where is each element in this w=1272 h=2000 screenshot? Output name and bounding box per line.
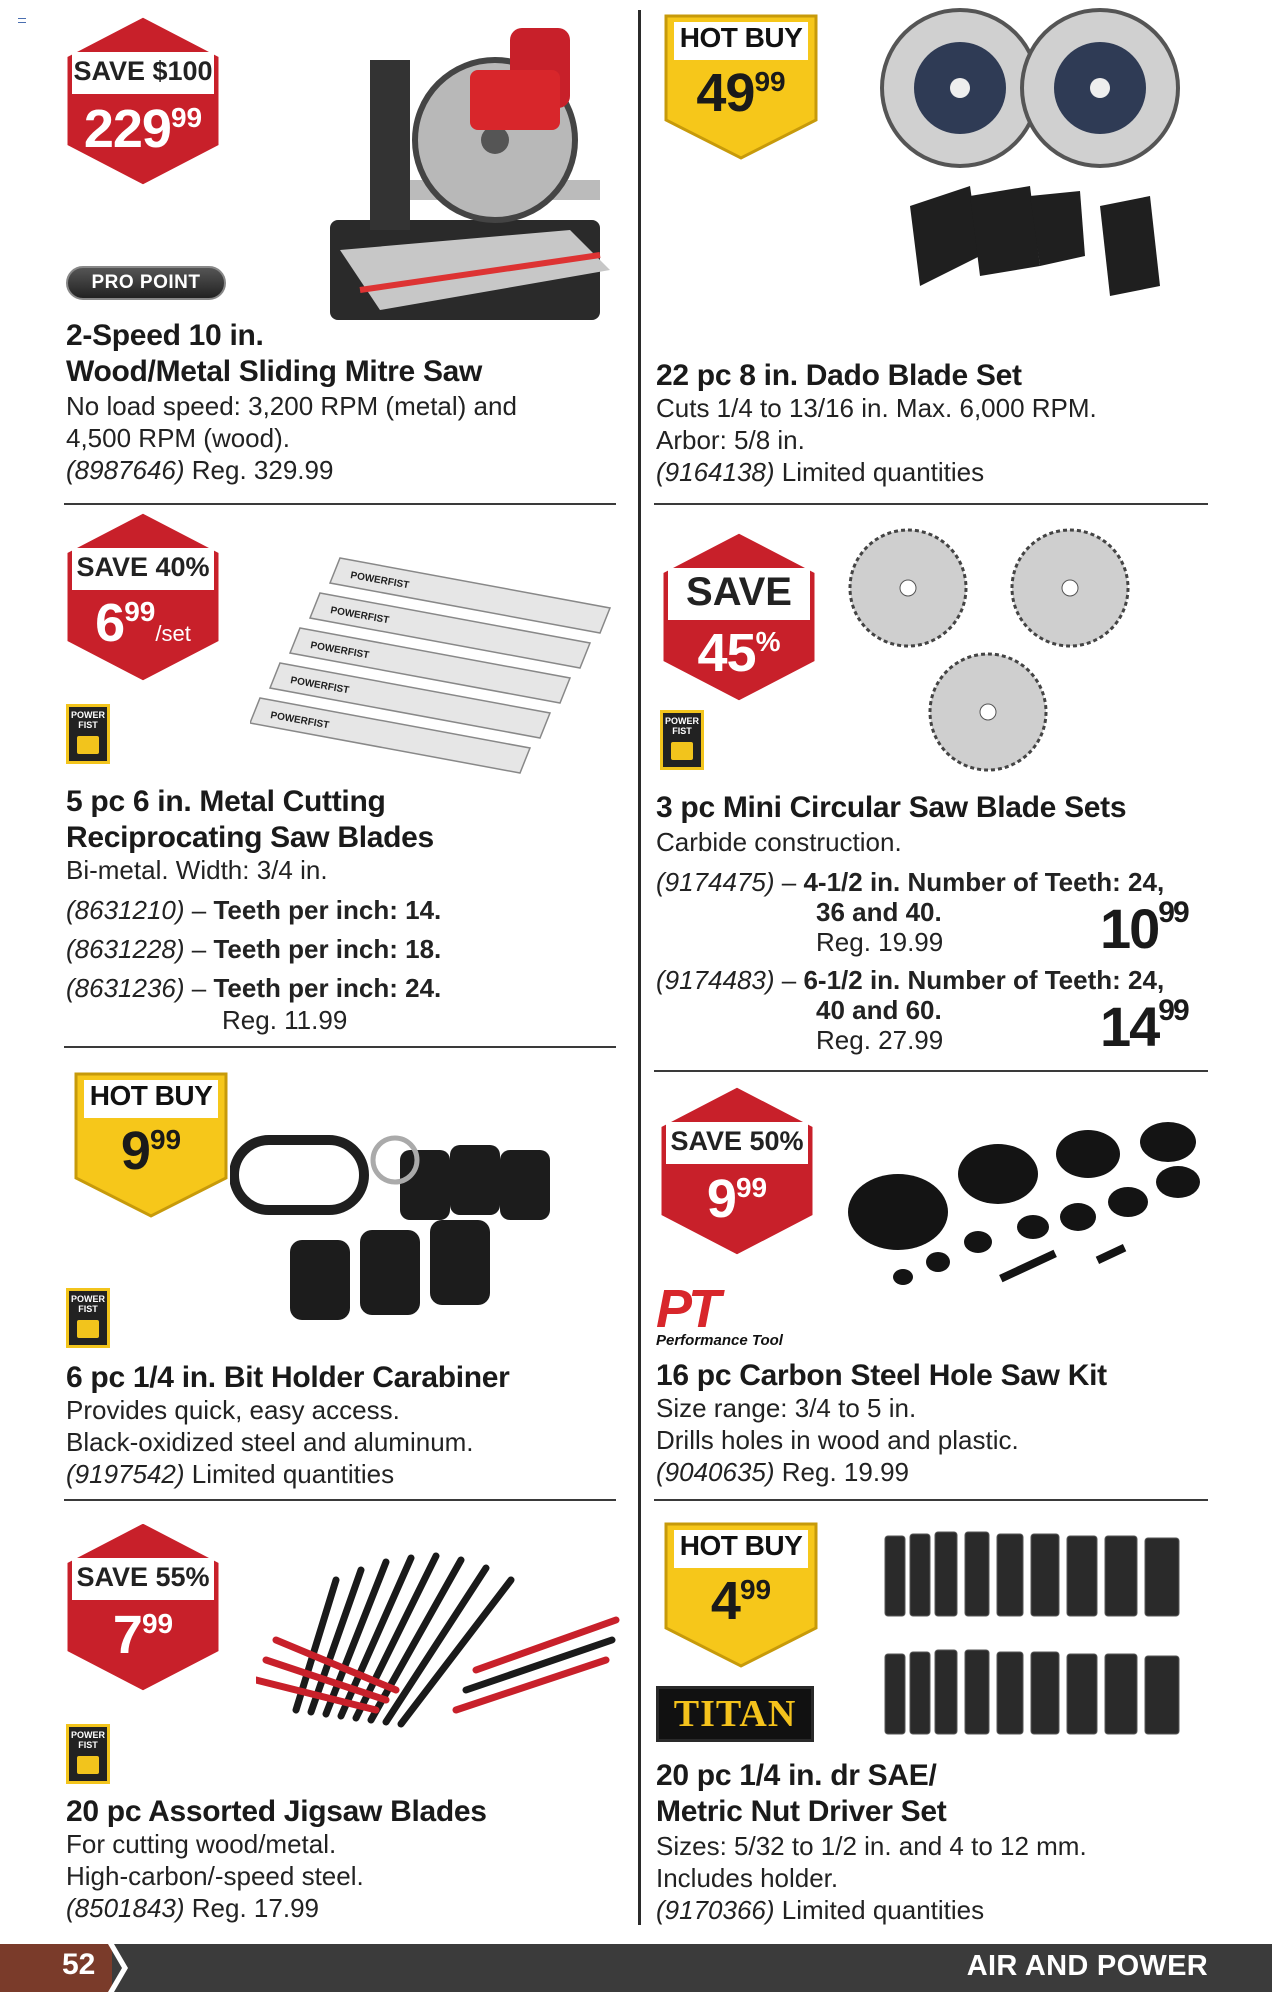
sale-badge: SAVE 50% 999 — [656, 1082, 818, 1260]
power-fist-logo: POWER FIST — [66, 1288, 110, 1348]
product-description: Cuts 1/4 to 13/16 in. Max. 6,000 RPM. Arbor: 5/8 in. (9164138) Limited quantities — [656, 393, 1097, 487]
pro-point-logo: PRO POINT — [66, 266, 226, 300]
hot-buy-badge: HOT BUY 4999 — [660, 12, 822, 162]
section-title: AIR AND POWER — [966, 1950, 1208, 1982]
sale-badge: SAVE 45% — [658, 528, 820, 706]
page-number: 52 — [62, 1948, 96, 1981]
corner-mark — [18, 18, 26, 23]
product-description: For cutting wood/metal. High-carbon/-speed steel. (8501843) Reg. 17.99 — [66, 1829, 364, 1923]
regular-price: Reg. 11.99 — [222, 1005, 348, 1035]
product-title: 20 pc Assorted Jigsaw Blades — [66, 1795, 487, 1828]
power-fist-logo: POWER FIST — [66, 1724, 110, 1784]
product-description: Size range: 3/4 to 5 in. Drills holes in wood and plastic. (9040635) Reg. 19.99 — [656, 1393, 1019, 1487]
variant-price: $10^{99}$ — [1100, 896, 1188, 960]
regular-price: Reg. 19.99 — [816, 927, 944, 957]
row-divider — [654, 1499, 1208, 1501]
chevron-right-icon — [108, 1944, 128, 1992]
hot-buy-badge: HOT BUY 999 — [70, 1070, 232, 1220]
row-divider — [64, 1046, 616, 1048]
svg-text:POWERFIST: POWERFIST — [269, 710, 330, 732]
product-title: 5 pc 6 in. Metal Cutting Reciprocating Saw Blades — [66, 785, 434, 854]
sale-badge: SAVE 40% 699/set — [62, 508, 224, 686]
svg-text:POWERFIST: POWERFIST — [329, 605, 390, 627]
titan-logo: TITAN — [656, 1686, 814, 1742]
row-divider — [64, 1499, 616, 1501]
product-title: 22 pc 8 in. Dado Blade Set — [656, 359, 1022, 392]
variant-row: (8631236) – Teeth per inch: 24. — [66, 973, 442, 1003]
row-divider — [654, 503, 1208, 505]
svg-text:POWERFIST: POWERFIST — [309, 640, 370, 662]
svg-text:POWERFIST: POWERFIST — [349, 570, 410, 592]
variant-row: (8631228) – Teeth per inch: 18. — [66, 934, 442, 964]
variant-price: $14^{99}$ — [1100, 994, 1188, 1058]
product-title: 6 pc 1/4 in. Bit Holder Carabiner — [66, 1361, 510, 1394]
product-title: 20 pc 1/4 in. dr SAE/ Metric Nut Driver Set — [656, 1759, 947, 1828]
carabiner-image — [230, 1120, 610, 1340]
regular-price: Reg. 27.99 — [816, 1025, 944, 1055]
product-description: Bi-metal. Width: 3/4 in. — [66, 855, 328, 885]
circular-blades-image — [848, 526, 1138, 776]
product-title: 3 pc Mini Circular Saw Blade Sets — [656, 791, 1127, 824]
nut-driver-image — [880, 1526, 1210, 1746]
hole-saw-image — [848, 1102, 1218, 1332]
dado-blade-image — [860, 6, 1200, 326]
product-title: 16 pc Carbon Steel Hole Saw Kit — [656, 1359, 1107, 1392]
variant-row: (9174483) – 6-1/2 in. Number of Teeth: 24, — [656, 965, 1165, 995]
sale-badge: SAVE $100 22999 — [62, 12, 224, 190]
reciprocating-blades-image — [250, 548, 620, 798]
variant-row-cont: 36 and 40. — [816, 897, 942, 927]
power-fist-logo: POWER FIST — [660, 710, 704, 770]
product-description: Carbide construction. — [656, 827, 902, 857]
row-divider — [654, 1070, 1208, 1072]
power-fist-logo: POWER FIST — [66, 704, 110, 764]
product-description: No load speed: 3,200 RPM (metal) and 4,500 RPM (wood). (8987646) Reg. 329.99 — [66, 391, 517, 485]
jigsaw-blades-image — [256, 1540, 620, 1730]
svg-text:POWERFIST: POWERFIST — [289, 675, 350, 697]
product-description: Provides quick, easy access. Black-oxidized steel and aluminum. (9197542) Limited quantities — [66, 1395, 474, 1489]
sale-badge: SAVE 55% 799 — [62, 1518, 224, 1696]
row-divider — [64, 503, 616, 505]
mitre-saw-image — [320, 20, 620, 340]
variant-row: (9174475) – 4-1/2 in. Number of Teeth: 24, — [656, 867, 1165, 897]
hot-buy-badge: HOT BUY 499 — [660, 1520, 822, 1670]
variant-row: (8631210) – Teeth per inch: 14. — [66, 895, 442, 925]
product-description: Sizes: 5/32 to 1/2 in. and 4 to 12 mm. Includes holder. (9170366) Limited quantities — [656, 1831, 1087, 1925]
column-divider — [638, 10, 641, 1925]
page-footer — [0, 1944, 1272, 1992]
variant-row-cont: 40 and 60. — [816, 995, 942, 1025]
performance-tool-logo: PT Performance Tool — [656, 1279, 783, 1349]
product-title: 2-Speed 10 in. Wood/Metal Sliding Mitre Saw — [66, 319, 483, 388]
